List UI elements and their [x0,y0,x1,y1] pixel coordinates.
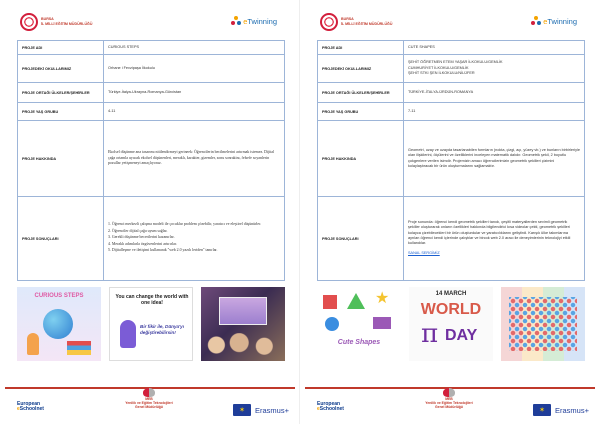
page-header [305,10,595,38]
meb-yegitek-logo: MEB Yenilik ve Eğitim Teknolojileri Genel Müdürlüğü [108,388,190,409]
european-schoolnet-logo: European eSchoolnet [17,401,44,412]
projector-screen [219,297,267,325]
bead-grid [509,297,577,351]
table-row [18,83,285,103]
table-row [318,103,585,121]
list-item: ŞEHİT STKI ŞEN İLKOKULU/NİLÜFER [408,71,475,76]
list-item: ŞEHİT ÖĞRETMEN ETEM YAŞAR İLKOKULU/GEMLİK [408,60,503,65]
eu-flag-icon: ✶ [233,404,251,416]
bursa-meb-logo [320,13,392,31]
value-age-group: 7-11 [404,103,585,121]
label-results: PROJE SONUÇLARI [318,197,404,281]
list-item: CUMHURİYET İLKOKULU/GEMLİK [408,65,469,70]
label-schools: PROJEDEKİ OKULLARIMIZ [18,55,104,83]
poster-word-world: WORLD [420,301,482,318]
label-project-name: PROJE ADI [18,41,104,55]
project-info-table [317,40,585,281]
pi-day-poster [409,287,493,361]
label-age-group: PROJE YAŞ GRUBU [318,103,404,121]
page-footer [5,388,295,422]
star-shape-icon: ★ [375,290,390,307]
logo-directorate: İL MİLLİ EĞİTİM MÜDÜRLÜĞÜ [341,22,393,26]
poster-date: 14 MARCH [435,291,467,297]
poster-word-day: DAY [445,327,478,344]
value-results [404,197,585,281]
logo-city: BURSA [341,17,354,22]
kid-figure-icon [27,333,39,355]
eu-flag-icon: ✶ [533,404,551,416]
value-partner-countries: TÜRKİYE-İTALYA-ÜRDÜN-ROMANYA [404,83,585,103]
change-the-world-poster [109,287,193,361]
table-row [318,197,585,281]
table-row [18,55,285,83]
value-schools [404,55,585,83]
value-about: Ekolsel düşünme ana tasarımı nitilendirmeyi gerineek: Öğrencilerin becilmelerini artırmak istemez. Dijital çağa ortamla uyacak ekolsel düşünenleri, meraklı, karakter, gizemler, sonu sonrakinı, felsefe soyanlerin pozullar yetişmeneyi amaçlıyoruz. [104,121,285,197]
poster-title: CURIOUS STEPS [34,293,84,299]
curious-steps-poster [17,287,101,361]
value-project-name: CUTE SHAPES [404,41,585,55]
label-about: PROJE HAKKINDA [18,121,104,197]
page-footer [305,388,595,422]
photo-strip [317,287,585,361]
square-shape-icon [323,295,337,309]
bead-pattern-photo [501,287,585,361]
value-project-name: CURIOUS STEPS [104,41,285,55]
value-about: Geometri, uzay ve uzayda tasarlanabilen formların (nokta, çizgi, açı, yüzey vb.) ve bunların birbirleriyle olan ilişkilerini, ölçülerini ve özelliklerini inceleyen matematik dalıdır. Geometrik şekil, 2 boyutlu çokgenlere verilen isimdir. Projemizin amacı öğrencilerimizin geometrik şekilleri çizimini kolaylaştıracak bir ürün oluşturmalarını sağlamaktır. [404,121,585,197]
classroom-photo [201,287,285,361]
table-row [318,55,585,83]
list-item: 3. Gerekli düşünme becerilerini kazanırlar. [108,235,175,240]
globe-icon [43,309,73,339]
meb-emblem-icon [443,388,455,397]
label-partner-countries: PROJE ORTAĞI ÜLKELER/ŞEHİRLER [318,83,404,103]
table-row [18,121,285,197]
value-results [104,197,285,281]
erasmus-logo: ✶ Erasmus+ [233,404,289,416]
poster-title: Cute Shapes [337,339,381,346]
label-age-group: PROJE YAŞ GRUBU [18,103,104,121]
page-cute-shapes [305,0,595,424]
table-row [18,197,285,281]
list-item: 5. Dijitalleşme ve iletişimi kullanarak "web 2.0 yazılı leriden" tanırlar. [108,248,218,253]
cute-shapes-poster [317,287,401,361]
value-age-group: 4-11 [104,103,285,121]
seal-icon [320,13,338,31]
students-group [205,333,281,357]
erasmus-logo: ✶ Erasmus+ [533,404,589,416]
results-text: Proje sonunda: öğrenci kendi geometrik şekilleri tanıdı, çeşitli materyallerden sevimli geometrik şekiller oluşturarak onların özellikleri hakkında bilgilendirici kısa videolar çekti, geometrik şekilleri kolayca çizebilecekleri bir ürün oluşturdular ve yaratıcılıklarını geliştirdi. Karışık ülke takımlarına ayrılan öğrenci kendi içlerinde çalıştılar ve bircok web 2.0 aracı ile deneyimlerinin teknolojiyi etkili kullandılar. [408,219,571,246]
label-about: PROJE HAKKINDA [318,121,404,197]
table-row [318,121,585,197]
circle-shape-icon [325,317,339,331]
logo-directorate: İL MİLLİ EĞİTİM MÜDÜRLÜĞÜ [41,22,93,26]
european-schoolnet-logo: European eSchoolnet [317,401,344,412]
list-item: 1. Öğrenci merkezli çalışma modeli ile çocuklar problem çözebilir, yaratıcı ve eleştirel düşünürler. [108,222,262,227]
triangle-shape-icon [347,293,365,309]
page-curious-steps [5,0,295,424]
page-separator [299,0,300,424]
etwinning-star-icon [531,16,541,26]
table-row [18,103,285,121]
photo-strip [17,287,285,361]
poster-slogan-en: You can change the world with one idea! [115,294,189,306]
etwinning-star-icon [231,16,241,26]
rectangle-shape-icon [373,317,391,329]
seal-icon [20,13,38,31]
book-stack-icon [67,341,91,355]
etwinning-wordmark: eTwinning [543,16,577,26]
label-results: PROJE SONUÇLARI [18,197,104,281]
poster-slogan-tr: Bir fikir ile, Dünya'yı değiştirebilirsin! [140,324,184,335]
pi-icon: π [421,319,439,349]
page-header [5,10,295,38]
table-row [318,83,585,103]
table-row [18,41,285,55]
list-item: 4. Meraklı adımlarla özgüvenlerini artırırlar. [108,241,177,246]
logo-city: BURSA [41,17,54,22]
table-row [318,41,585,55]
etwinning-logo [531,16,577,26]
etwinning-logo [231,16,277,26]
meb-emblem-icon [143,388,155,397]
list-item: 2. Öğrenciler dijital çağa uyum sağlar. [108,228,168,233]
rocket-icon [120,320,136,348]
value-partner-countries: Türkiye-İtalya-Ukrayna-Romanya-Gürcistan [104,83,285,103]
label-partner-countries: PROJE ORTAĞI ÜLKELER/ŞEHİRLER [18,83,104,103]
etwinning-wordmark: eTwinning [243,16,277,26]
meb-yegitek-logo: MEB Yenilik ve Eğitim Teknolojileri Genel Müdürlüğü [408,388,490,409]
bursa-meb-logo [20,13,92,31]
virtual-exhibition-link[interactable]: SANAL SERGİMİZ [408,250,440,255]
value-schools: Orhane i Fevzipaşa İlkokulu [104,55,285,83]
label-schools: PROJEDEKİ OKULLARIMIZ [318,55,404,83]
label-project-name: PROJE ADI [318,41,404,55]
project-info-table [17,40,285,281]
